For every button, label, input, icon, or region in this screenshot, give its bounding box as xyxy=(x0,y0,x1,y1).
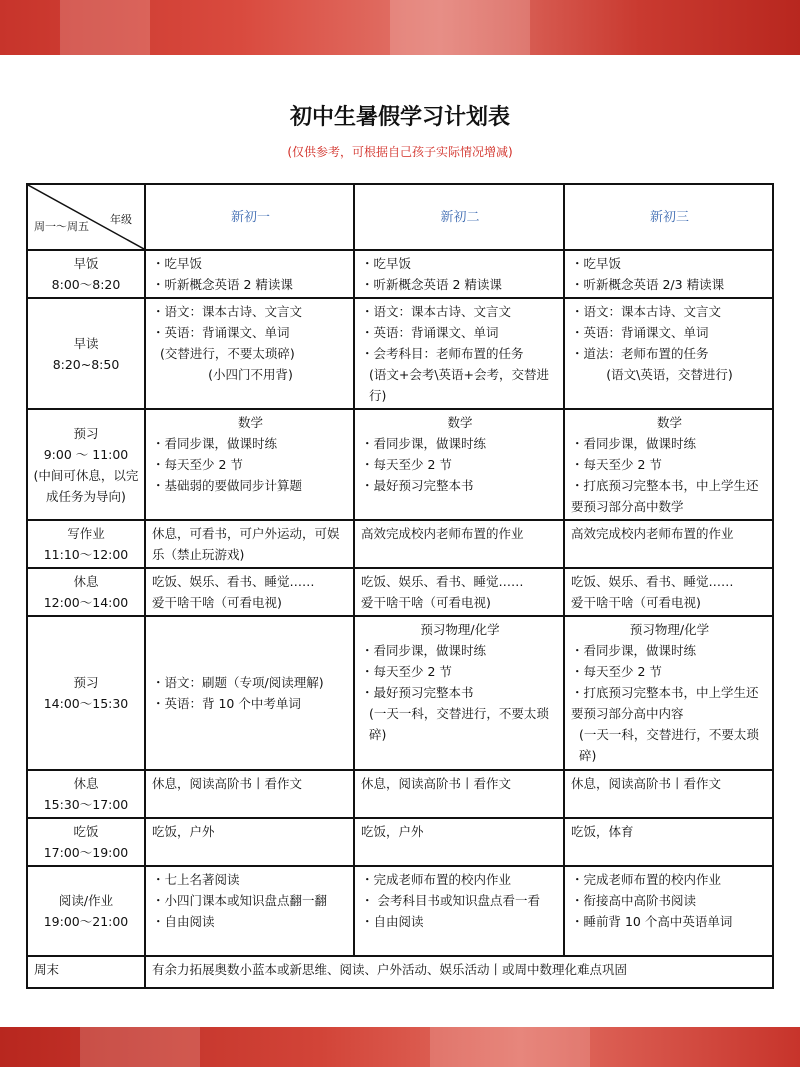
row-morning-read xyxy=(27,298,773,409)
cell-line: ・自由阅读 xyxy=(361,914,424,929)
row-time: 8:00～8:20 xyxy=(51,277,121,292)
row-rest-noon xyxy=(27,568,773,616)
cell-grade2 xyxy=(354,568,564,616)
row-label: 早读 xyxy=(73,335,99,351)
cell-grade3 xyxy=(564,520,773,568)
row-label-cell xyxy=(27,616,145,770)
grade-header-1: 新初一 xyxy=(145,184,354,250)
weekend-content-cell xyxy=(145,956,773,988)
banner-decoration xyxy=(430,1027,590,1067)
banner-decoration xyxy=(60,0,150,55)
cell-line: ・语文：刷题（专项/阅读理解) xyxy=(152,675,324,690)
cell-grade1 xyxy=(145,818,354,866)
row-breakfast xyxy=(27,250,773,298)
cell-subject: 预习物理/化学 xyxy=(420,622,500,637)
row-label-cell xyxy=(27,956,145,988)
row-dinner xyxy=(27,818,773,866)
study-plan-table xyxy=(26,183,774,989)
cell-grade2 xyxy=(354,298,564,409)
cell-line: 吃饭，户外 xyxy=(361,824,424,839)
cell-line: ・听新概念英语 2 精读课 xyxy=(361,277,502,292)
cell-line: ・衔接高中高阶书阅读 xyxy=(571,893,697,908)
banner-decoration xyxy=(80,1027,200,1067)
grade-header-2: 新初二 xyxy=(354,184,564,250)
cell-line: ・语文：课本古诗、文言文 xyxy=(571,304,722,319)
cell-note: (一天一科，交替进行，不要太琐碎) xyxy=(579,727,759,763)
row-label: 阅读/作业 xyxy=(58,893,114,908)
cell-line: ・睡前背 10 个高中英语单词 xyxy=(571,914,733,929)
cell-grade2 xyxy=(354,250,564,298)
cell-grade3 xyxy=(564,616,773,770)
row-label: 休息 xyxy=(73,574,99,589)
cell-line: ・吃早饭 xyxy=(152,256,203,271)
cell-line: ・每天至少 2 节 xyxy=(361,664,452,679)
row-homework xyxy=(27,520,773,568)
cell-note: (小四门不用背) xyxy=(208,367,293,382)
bottom-photo-banner xyxy=(0,1027,800,1067)
banner-decoration xyxy=(390,0,530,55)
cell-line: ・每天至少 2 节 xyxy=(571,457,662,472)
row-label-cell xyxy=(27,568,145,616)
row-label: 周末 xyxy=(34,962,60,977)
cell-line: 高效完成校内老师布置的作业 xyxy=(361,526,524,541)
corner-grade-label: 年级 xyxy=(110,213,132,226)
cell-line: 有余力拓展奥数小蓝本或新思维、阅读、户外活动、娱乐活动丨或周中数理化难点巩固 xyxy=(152,962,628,977)
cell-line: 吃饭、娱乐、看书、睡觉…… xyxy=(152,574,315,589)
row-note: (中间可休息，以完成任务为导向) xyxy=(33,467,139,504)
header-row xyxy=(27,184,773,250)
cell-line: ・看同步课，做课时练 xyxy=(571,436,697,451)
row-time: 19:00～21:00 xyxy=(43,914,129,929)
cell-line: ・语文：课本古诗、文言文 xyxy=(152,304,303,319)
cell-subject: 数学 xyxy=(447,415,473,430)
cell-line: ・每天至少 2 节 xyxy=(571,664,662,679)
cell-grade3 xyxy=(564,770,773,818)
cell-line: ・基础弱的要做同步计算题 xyxy=(152,478,303,493)
cell-line: 吃饭、娱乐、看书、睡觉…… xyxy=(361,574,524,589)
cell-note: (交替进行，不要太琐碎) xyxy=(160,346,295,361)
cell-grade1 xyxy=(145,520,354,568)
row-label-cell xyxy=(27,866,145,956)
cell-line: ・听新概念英语 2/3 精读课 xyxy=(571,277,725,292)
row-time: 8:20~8:50 xyxy=(52,356,120,372)
row-label-cell xyxy=(27,818,145,866)
row-label-cell xyxy=(27,520,145,568)
grade-header-3: 新初三 xyxy=(564,184,773,250)
row-label: 休息 xyxy=(73,776,99,791)
top-photo-banner xyxy=(0,0,800,55)
row-time: 14:00～15:30 xyxy=(43,696,129,711)
row-time: 15:30～17:00 xyxy=(43,797,129,812)
cell-line: 吃饭、娱乐、看书、睡觉…… xyxy=(571,574,734,589)
cell-line: ・ 会考科目书或知识盘点看一看 xyxy=(361,893,540,908)
cell-subject: 预习物理/化学 xyxy=(629,622,710,637)
cell-grade1 xyxy=(145,409,354,520)
cell-grade2 xyxy=(354,520,564,568)
cell-line: ・语文：课本古诗、文言文 xyxy=(361,304,512,319)
cell-line: ・道法：老师布置的任务 xyxy=(571,346,709,361)
cell-line: ・看同步课，做课时练 xyxy=(361,436,487,451)
cell-line: ・自由阅读 xyxy=(152,914,215,929)
cell-line: 爱干啥干啥（可看电视) xyxy=(361,595,491,610)
cell-line: ・听新概念英语 2 精读课 xyxy=(152,277,293,292)
cell-line: 休息，阅读高阶书丨看作文 xyxy=(361,776,512,791)
cell-grade2 xyxy=(354,866,564,956)
cell-grade2 xyxy=(354,616,564,770)
row-label-cell xyxy=(27,770,145,818)
row-time: 17:00～19:00 xyxy=(43,845,129,860)
cell-grade1 xyxy=(145,298,354,409)
row-label: 吃饭 xyxy=(73,824,99,839)
row-preview-pm xyxy=(27,616,773,770)
cell-line: ・每天至少 2 节 xyxy=(152,457,243,472)
cell-line: ・看同步课，做课时练 xyxy=(571,643,697,658)
row-time: 12:00～14:00 xyxy=(43,595,129,610)
row-label-cell xyxy=(27,250,145,298)
cell-line: 高效完成校内老师布置的作业 xyxy=(571,526,734,541)
page-subtitle: (仅供参考，可根据自己孩子实际情况增减) xyxy=(287,145,513,159)
cell-line: ・七上名著阅读 xyxy=(152,872,240,887)
cell-line: 吃饭，户外 xyxy=(152,824,215,839)
cell-grade3 xyxy=(564,298,773,409)
cell-note: (一天一科，交替进行，不要太琐碎) xyxy=(369,706,549,742)
cell-note: (语文\英语，交替进行) xyxy=(606,367,733,382)
cell-line: ・英语：背诵课文、单词 xyxy=(152,325,290,340)
row-label-cell xyxy=(27,298,145,409)
corner-header-cell xyxy=(27,184,145,250)
cell-grade1 xyxy=(145,770,354,818)
cell-line: ・每天至少 2 节 xyxy=(361,457,452,472)
cell-line: ・最好预习完整本书 xyxy=(361,478,474,493)
cell-line: ・英语：背 10 个中考单词 xyxy=(152,696,301,711)
cell-line: 爱干啥干啥（可看电视) xyxy=(571,595,701,610)
cell-grade1 xyxy=(145,568,354,616)
cell-line: ・看同步课，做课时练 xyxy=(152,436,278,451)
cell-grade2 xyxy=(354,770,564,818)
cell-grade3 xyxy=(564,866,773,956)
corner-week-label: 周一～周五 xyxy=(34,220,89,233)
cell-line: 吃饭，体育 xyxy=(571,824,634,839)
cell-line: 休息，阅读高阶书丨看作文 xyxy=(571,776,722,791)
cell-line: ・完成老师布置的校内作业 xyxy=(361,872,512,887)
cell-line: ・打底预习完整本书，中上学生还要预习部分高中内容 xyxy=(571,685,759,721)
cell-line: ・会考科目：老师布置的任务 xyxy=(361,346,524,361)
cell-line: ・打底预习完整本书，中上学生还要预习部分高中数学 xyxy=(571,478,759,514)
cell-grade3 xyxy=(564,818,773,866)
cell-line: ・小四门课本或知识盘点翻一翻 xyxy=(152,893,328,908)
row-label: 早饭 xyxy=(73,256,99,271)
row-label-cell xyxy=(27,409,145,520)
cell-line: ・完成老师布置的校内作业 xyxy=(571,872,722,887)
cell-grade1 xyxy=(145,250,354,298)
row-time: 9:00 ～ 11:00 xyxy=(43,446,129,462)
row-rest-pm xyxy=(27,770,773,818)
cell-subject: 数学 xyxy=(237,415,263,430)
cell-line: ・英语：背诵课文、单词 xyxy=(571,325,709,340)
cell-line: ・最好预习完整本书 xyxy=(361,685,474,700)
page-title: 初中生暑假学习计划表 xyxy=(289,104,510,130)
cell-grade3 xyxy=(564,409,773,520)
row-time: 11:10～12:00 xyxy=(43,547,129,562)
cell-grade1 xyxy=(145,866,354,956)
cell-note: (语文+会考\英语+会考，交替进行) xyxy=(369,367,550,403)
cell-line: 休息，可看书，可户外运动，可娱乐（禁止玩游戏) xyxy=(152,526,340,562)
row-label: 预习 xyxy=(73,425,99,441)
row-preview-am xyxy=(27,409,773,520)
cell-line: ・吃早饭 xyxy=(361,256,412,271)
row-weekend xyxy=(27,956,773,988)
row-label: 预习 xyxy=(73,675,99,690)
row-label: 写作业 xyxy=(67,526,105,541)
cell-subject: 数学 xyxy=(656,415,682,430)
cell-grade1 xyxy=(145,616,354,770)
cell-grade3 xyxy=(564,250,773,298)
cell-line: ・吃早饭 xyxy=(571,256,622,271)
cell-grade2 xyxy=(354,818,564,866)
cell-line: 爱干啥干啥（可看电视) xyxy=(152,595,282,610)
cell-line: ・英语：背诵课文、单词 xyxy=(361,325,499,340)
cell-grade2 xyxy=(354,409,564,520)
cell-line: ・看同步课，做课时练 xyxy=(361,643,487,658)
cell-grade3 xyxy=(564,568,773,616)
cell-line: 休息，阅读高阶书丨看作文 xyxy=(152,776,303,791)
row-reading xyxy=(27,866,773,956)
